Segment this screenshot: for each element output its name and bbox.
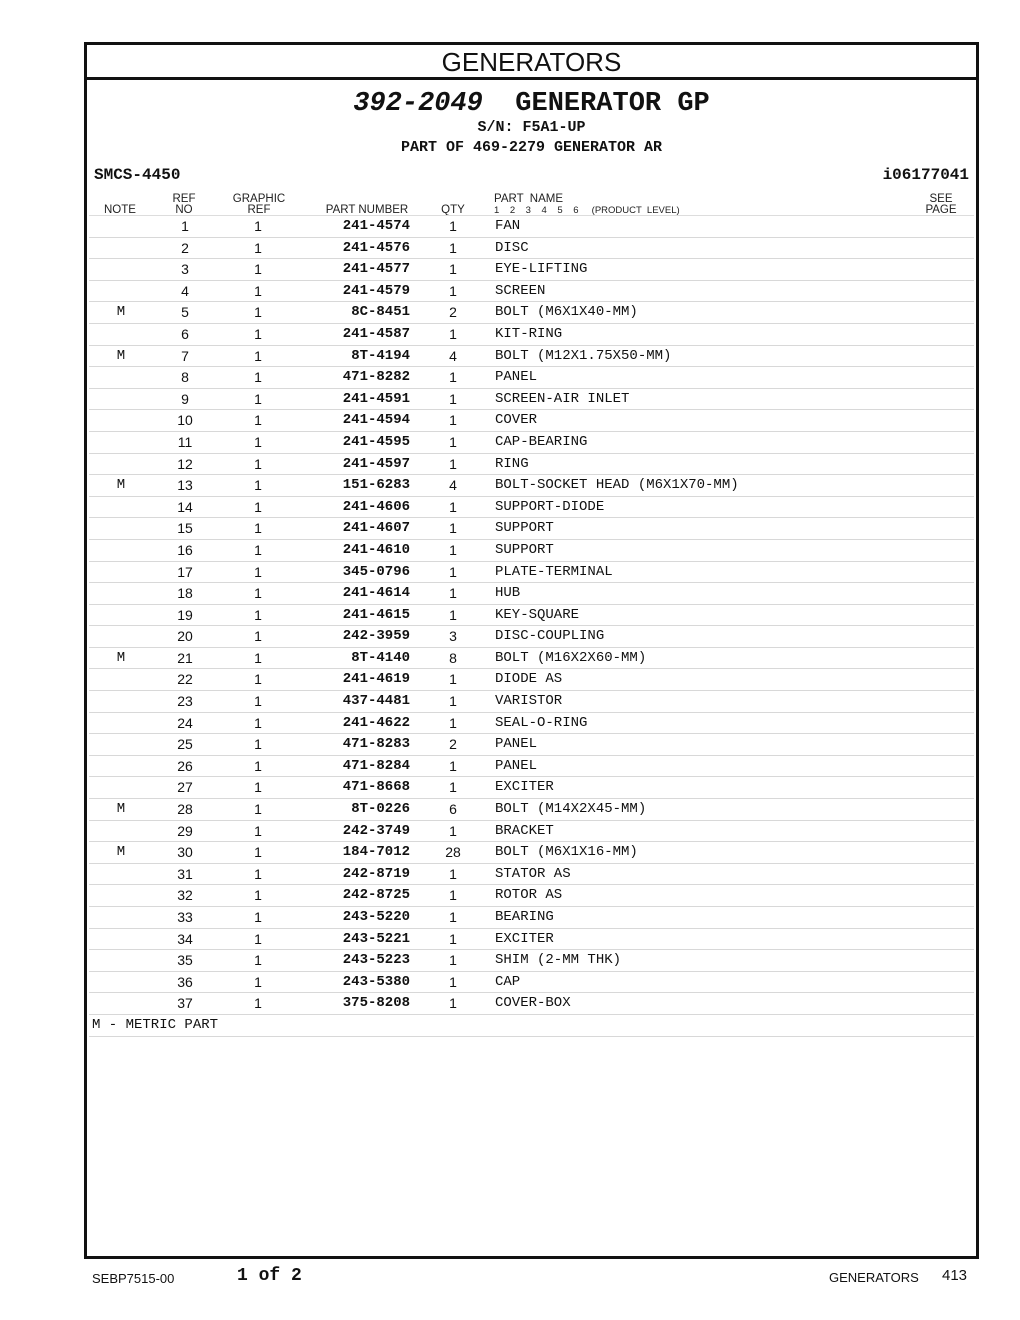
table-row	[89, 864, 974, 886]
part-number-cell: 241-4579	[342, 282, 410, 299]
part-number-cell: 241-4597	[342, 455, 410, 472]
part-number-cell: 375-8208	[342, 995, 410, 1012]
part-name-cell: SUPPORT	[495, 520, 554, 537]
table-row	[89, 626, 974, 648]
part-name-cell: ROTOR AS	[495, 887, 563, 904]
part-name-cell: BOLT-SOCKET HEAD (M6X1X70-MM)	[495, 477, 739, 494]
ref-cell: 11	[177, 433, 193, 450]
qty-cell: 1	[449, 239, 457, 256]
ref-cell: 30	[177, 844, 193, 861]
qty-cell: 1	[449, 757, 457, 774]
ref-cell: 1	[181, 218, 189, 234]
qty-cell: 6	[449, 801, 457, 818]
table-row	[89, 972, 974, 994]
graphic-ref-cell: 1	[254, 541, 262, 558]
footer-section: GENERATORS	[829, 1270, 919, 1285]
part-name-cell: BOLT (M16X2X60-MM)	[495, 649, 647, 666]
part-name-cell: PANEL	[495, 369, 538, 386]
note-cell: M	[116, 801, 126, 818]
ref-cell: 32	[177, 887, 193, 904]
ref-cell: 10	[177, 412, 193, 429]
ref-cell: 6	[181, 325, 189, 342]
table-row	[89, 410, 974, 432]
qty-cell: 1	[449, 369, 457, 386]
part-number-cell: 8C-8451	[351, 304, 410, 321]
table-row	[89, 885, 974, 907]
ref-cell: 7	[181, 347, 189, 364]
ref-cell: 25	[177, 736, 193, 753]
part-number-cell: 243-5220	[342, 909, 410, 925]
part-name-cell: EYE-LIFTING	[495, 261, 588, 278]
part-number-cell: 242-8719	[342, 865, 410, 882]
part-number-cell: 184-7012	[342, 844, 410, 861]
part-number-cell: 241-4574	[342, 218, 410, 234]
part-number-cell: 241-4606	[342, 498, 410, 515]
part-name-cell: SUPPORT	[495, 541, 554, 558]
table-row	[89, 713, 974, 735]
ref-cell: 24	[177, 714, 193, 731]
ref-cell: 3	[181, 261, 189, 278]
table-row	[89, 540, 974, 562]
col-graphic-top: GRAPHIC	[232, 193, 286, 205]
part-name-cell: SCREEN	[495, 282, 546, 299]
col-see-top: SEE	[929, 193, 953, 205]
part-name-cell: BOLT (M6X1X40-MM)	[495, 304, 638, 321]
part-number-cell: 241-4591	[342, 390, 410, 407]
part-name-cell: COVER-BOX	[495, 995, 571, 1012]
parts-table	[89, 216, 974, 1037]
col-product-level: 1 2 3 4 5 6 (PRODUCT LEVEL)	[494, 205, 680, 216]
table-row	[89, 518, 974, 540]
qty-cell: 4	[449, 347, 457, 364]
table-row	[89, 259, 974, 281]
part-number-cell: 241-4614	[342, 585, 410, 602]
part-number-cell: 241-4619	[342, 671, 410, 688]
graphic-ref-cell: 1	[254, 433, 262, 450]
part-number-cell: 8T-4140	[351, 649, 410, 666]
col-graphic-bottom: REF	[247, 204, 271, 216]
graphic-ref-cell: 1	[254, 585, 262, 602]
part-number-cell: 151-6283	[342, 477, 410, 494]
table-row	[89, 799, 974, 821]
graphic-ref-cell: 1	[254, 973, 262, 990]
part-name-cell: FAN	[495, 218, 521, 234]
graphic-ref-cell: 1	[254, 628, 262, 645]
page-frame	[84, 42, 979, 1259]
table-row	[89, 734, 974, 756]
part-name-cell: PLATE-TERMINAL	[495, 563, 613, 580]
qty-cell: 1	[449, 995, 457, 1012]
graphic-ref-cell: 1	[254, 952, 262, 969]
part-name-cell: BEARING	[495, 909, 554, 925]
part-name-cell: DISC-COUPLING	[495, 628, 605, 645]
part-name-cell: KIT-RING	[495, 325, 563, 342]
qty-cell: 1	[449, 433, 457, 450]
ref-cell: 15	[177, 520, 193, 537]
graphic-ref-cell: 1	[254, 865, 262, 882]
table-row	[89, 432, 974, 454]
col-ref-top: REF	[172, 193, 196, 205]
qty-cell: 1	[449, 541, 457, 558]
qty-cell: 1	[449, 779, 457, 796]
qty-cell: 1	[449, 563, 457, 580]
qty-cell: 1	[449, 887, 457, 904]
part-name-cell: HUB	[495, 585, 521, 602]
graphic-ref-cell: 1	[254, 239, 262, 256]
table-row	[89, 907, 974, 929]
ref-cell: 20	[177, 628, 193, 645]
table-row	[89, 842, 974, 864]
ref-cell: 34	[177, 930, 193, 947]
table-row	[89, 302, 974, 324]
part-name-cell: CAP-BEARING	[495, 433, 588, 450]
part-number-cell: 241-4594	[342, 412, 410, 429]
part-name-cell: DISC	[495, 239, 529, 256]
qty-cell: 1	[449, 714, 457, 731]
graphic-ref-cell: 1	[254, 304, 262, 321]
col-note: NOTE	[104, 204, 136, 216]
graphic-ref-cell: 1	[254, 261, 262, 278]
part-number-cell: 8T-4194	[351, 347, 410, 364]
ref-cell: 8	[181, 369, 189, 386]
part-name-cell: PANEL	[495, 736, 538, 753]
part-name-cell: BOLT (M12X1.75X50-MM)	[495, 347, 672, 364]
col-qty: QTY	[441, 204, 465, 216]
qty-cell: 1	[449, 585, 457, 602]
ref-cell: 9	[181, 390, 189, 407]
qty-cell: 1	[449, 412, 457, 429]
table-row	[89, 346, 974, 368]
table-row	[89, 324, 974, 346]
graphic-ref-cell: 1	[254, 390, 262, 407]
table-row	[89, 691, 974, 713]
footer-page-of: 1 of 2	[237, 1266, 302, 1286]
qty-cell: 1	[449, 498, 457, 515]
graphic-ref-cell: 1	[254, 779, 262, 796]
part-name-cell: SUPPORT-DIODE	[495, 498, 605, 515]
qty-cell: 4	[449, 477, 457, 494]
part-name-cell: EXCITER	[495, 779, 554, 796]
note-cell: M	[116, 304, 126, 321]
qty-cell: 1	[449, 325, 457, 342]
section-banner: GENERATORS	[87, 45, 976, 80]
table-row	[89, 583, 974, 605]
part-name-cell: SCREEN-AIR INLET	[495, 390, 630, 407]
graphic-ref-cell: 1	[254, 455, 262, 472]
ref-cell: 18	[177, 585, 193, 602]
serial-range: S/N: F5A1-UP	[477, 119, 586, 136]
part-name-cell: STATOR AS	[495, 865, 571, 882]
ref-cell: 35	[177, 952, 193, 969]
part-number-cell: 471-8283	[342, 736, 410, 753]
part-number-cell: 243-5221	[342, 930, 410, 947]
part-number-cell: 241-4610	[342, 541, 410, 558]
table-row	[89, 389, 974, 411]
ref-cell: 4	[181, 282, 189, 299]
note-cell: M	[116, 477, 126, 494]
smcs-code: SMCS-4450	[94, 166, 181, 184]
part-number-cell: 243-5380	[342, 973, 410, 990]
part-name-cell: EXCITER	[495, 930, 554, 947]
part-of-line: PART OF 469-2279 GENERATOR AR	[400, 139, 663, 156]
note-cell: M	[116, 844, 126, 861]
qty-cell: 1	[449, 606, 457, 623]
graphic-ref-cell: 1	[254, 477, 262, 494]
graphic-ref-cell: 1	[254, 714, 262, 731]
table-row	[89, 497, 974, 519]
table-row	[89, 367, 974, 389]
qty-cell: 1	[449, 822, 457, 839]
ref-cell: 36	[177, 973, 193, 990]
part-number-cell: 241-4607	[342, 520, 410, 537]
footnote-row	[89, 1015, 974, 1037]
part-number-cell: 345-0796	[342, 563, 410, 580]
graphic-ref-cell: 1	[254, 649, 262, 666]
col-part-name: PART NAME	[494, 193, 564, 205]
qty-cell: 1	[449, 282, 457, 299]
ref-cell: 17	[177, 563, 193, 580]
graphic-ref-cell: 1	[254, 369, 262, 386]
graphic-ref-cell: 1	[254, 930, 262, 947]
qty-cell: 3	[449, 628, 457, 645]
part-name-cell: VARISTOR	[495, 693, 563, 710]
table-row	[89, 777, 974, 799]
graphic-ref-cell: 1	[254, 887, 262, 904]
part-number-cell: 241-4577	[342, 261, 410, 278]
graphic-ref-cell: 1	[254, 498, 262, 515]
ref-cell: 22	[177, 671, 193, 688]
ref-cell: 13	[177, 477, 193, 494]
ref-cell: 16	[177, 541, 193, 558]
graphic-ref-cell: 1	[254, 822, 262, 839]
part-number-cell: 242-3959	[342, 628, 410, 645]
part-number-cell: 242-8725	[342, 887, 410, 904]
qty-cell: 1	[449, 865, 457, 882]
footnote-text: M - METRIC PART	[92, 1016, 219, 1033]
table-row	[89, 950, 974, 972]
part-number-cell: 241-4576	[342, 239, 410, 256]
graphic-ref-cell: 1	[254, 909, 262, 925]
qty-cell: 28	[445, 844, 461, 861]
qty-cell: 1	[449, 671, 457, 688]
table-row	[89, 648, 974, 670]
qty-cell: 1	[449, 909, 457, 925]
part-name-cell: SEAL-O-RING	[495, 714, 588, 731]
graphic-ref-cell: 1	[254, 325, 262, 342]
part-number-cell: 471-8282	[342, 369, 410, 386]
part-name-cell: RING	[495, 455, 529, 472]
part-number-cell: 437-4481	[342, 693, 410, 710]
footer-doc-id: SEBP7515-00	[92, 1271, 175, 1286]
table-row	[89, 454, 974, 476]
qty-cell: 1	[449, 455, 457, 472]
graphic-ref-cell: 1	[254, 757, 262, 774]
table-row	[89, 929, 974, 951]
table-row	[89, 475, 974, 497]
part-number-cell: 241-4595	[342, 433, 410, 450]
part-number-cell: 471-8284	[342, 757, 410, 774]
qty-cell: 8	[449, 649, 457, 666]
ref-cell: 37	[177, 995, 193, 1012]
graphic-ref-cell: 1	[254, 347, 262, 364]
qty-cell: 1	[449, 973, 457, 990]
graphic-ref-cell: 1	[254, 563, 262, 580]
qty-cell: 1	[449, 390, 457, 407]
ref-cell: 2	[181, 239, 189, 256]
graphic-ref-cell: 1	[254, 606, 262, 623]
part-number-cell: 241-4622	[342, 714, 410, 731]
ref-cell: 12	[177, 455, 193, 472]
ref-cell: 26	[177, 757, 193, 774]
graphic-ref-cell: 1	[254, 693, 262, 710]
ref-cell: 28	[177, 801, 193, 818]
table-row	[89, 821, 974, 843]
qty-cell: 1	[449, 520, 457, 537]
part-name-cell: CAP	[495, 973, 521, 990]
ref-cell: 21	[177, 649, 193, 666]
table-row	[89, 605, 974, 627]
group-number: 392-2049	[353, 89, 483, 119]
graphic-ref-cell: 1	[254, 520, 262, 537]
col-see-bottom: PAGE	[925, 204, 957, 216]
ref-cell: 14	[177, 498, 193, 515]
part-number-cell: 241-4587	[342, 325, 410, 342]
graphic-ref-cell: 1	[254, 282, 262, 299]
part-number-cell: 8T-0226	[351, 801, 410, 818]
table-row	[89, 281, 974, 303]
group-name: GENERATOR GP	[515, 89, 710, 119]
graphic-ref-cell: 1	[254, 412, 262, 429]
qty-cell: 1	[449, 218, 457, 234]
graphic-ref-cell: 1	[254, 218, 262, 234]
graphic-ref-cell: 1	[254, 995, 262, 1012]
ref-cell: 27	[177, 779, 193, 796]
qty-cell: 1	[449, 952, 457, 969]
qty-cell: 1	[449, 693, 457, 710]
graphic-ref-cell: 1	[254, 736, 262, 753]
table-row	[89, 238, 974, 260]
part-number-cell: 471-8668	[342, 779, 410, 796]
table-row	[89, 216, 974, 238]
note-cell: M	[116, 649, 126, 666]
ref-cell: 31	[177, 865, 193, 882]
col-ref-bottom: NO	[175, 204, 193, 216]
part-name-cell: BOLT (M14X2X45-MM)	[495, 801, 647, 818]
illustration-id: i06177041	[882, 166, 969, 184]
part-name-cell: BOLT (M6X1X16-MM)	[495, 844, 638, 861]
table-row	[89, 562, 974, 584]
qty-cell: 1	[449, 930, 457, 947]
table-row	[89, 756, 974, 778]
ref-cell: 5	[181, 304, 189, 321]
part-name-cell: COVER	[495, 412, 538, 429]
graphic-ref-cell: 1	[254, 844, 262, 861]
part-number-cell: 241-4615	[342, 606, 410, 623]
part-number-cell: 243-5223	[342, 952, 410, 969]
ref-cell: 29	[177, 822, 193, 839]
qty-cell: 2	[449, 304, 457, 321]
part-name-cell: PANEL	[495, 757, 538, 774]
qty-cell: 2	[449, 736, 457, 753]
part-name-cell: DIODE AS	[495, 671, 563, 688]
ref-cell: 23	[177, 693, 193, 710]
graphic-ref-cell: 1	[254, 671, 262, 688]
ref-cell: 33	[177, 909, 193, 925]
part-name-cell: KEY-SQUARE	[495, 606, 580, 623]
group-title	[87, 89, 976, 119]
table-row	[89, 669, 974, 691]
footer-page-number: 413	[942, 1267, 968, 1284]
qty-cell: 1	[449, 261, 457, 278]
note-cell: M	[116, 347, 126, 364]
part-name-cell: SHIM (2-MM THK)	[495, 952, 622, 969]
graphic-ref-cell: 1	[254, 801, 262, 818]
col-part-number: PART NUMBER	[325, 204, 409, 216]
table-row	[89, 993, 974, 1015]
part-name-cell: BRACKET	[495, 822, 554, 839]
ref-cell: 19	[177, 606, 193, 623]
part-number-cell: 242-3749	[342, 822, 410, 839]
